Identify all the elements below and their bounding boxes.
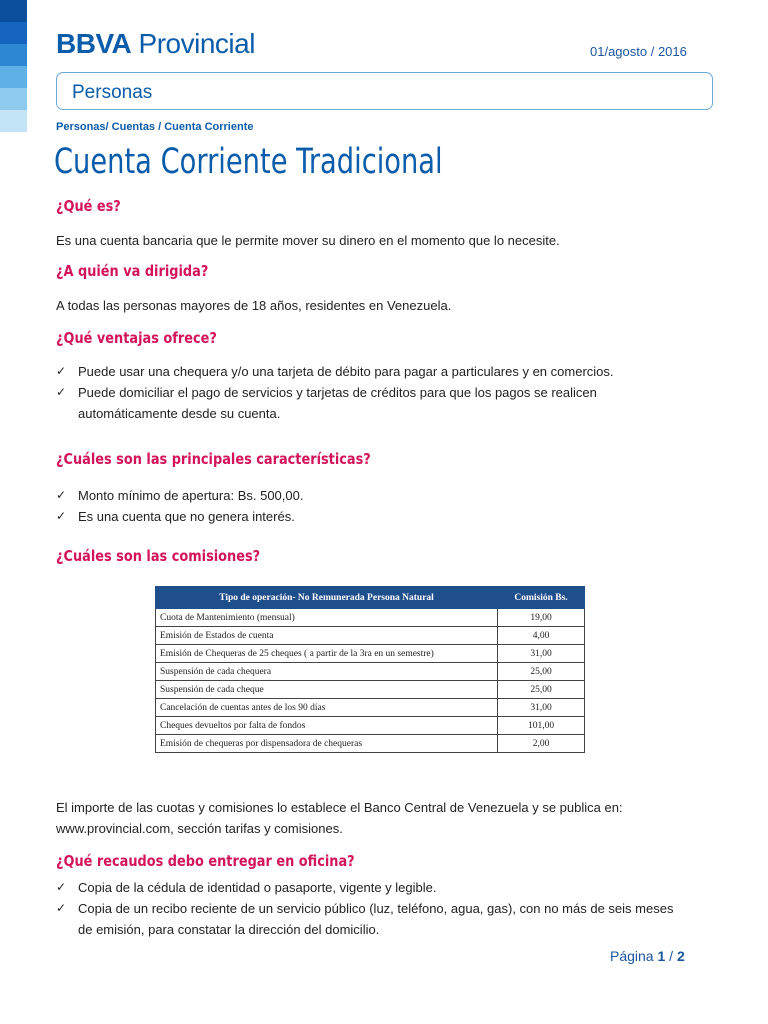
check-icon: ✓ bbox=[56, 385, 67, 399]
table-row: Suspensión de cada cheque 25,00 bbox=[156, 681, 585, 699]
page-title: Cuenta Corriente Tradicional bbox=[54, 142, 443, 182]
breadcrumb-item-cuentas[interactable]: Cuentas bbox=[111, 121, 156, 133]
table-row: Suspensión de cada chequera 25,00 bbox=[156, 663, 585, 681]
list-item: ✓ Puede usar una chequera y/o una tarjeta de débito para pagar a particulares y en comercios. bbox=[56, 361, 636, 382]
list-item: ✓ Puede domiciliar el pago de servicios y tarjetas de créditos para que los pagos se realicen automáticamente desde su cuenta. bbox=[56, 382, 636, 424]
list-ventajas bbox=[56, 361, 636, 424]
text-a-quien: A todas las personas mayores de 18 años, residentes en Venezuela. bbox=[56, 298, 452, 313]
bbva-provincial-logo: BBVA Provincial bbox=[56, 28, 255, 59]
table-row: Cancelación de cuentas antes de los 90 días 31,00 bbox=[156, 699, 585, 717]
list-recaudos bbox=[56, 877, 681, 940]
brand-stripe bbox=[0, 0, 27, 132]
commissions-table bbox=[155, 586, 585, 753]
table-row: Emisión de chequeras por dispensadora de chequeras 2,00 bbox=[156, 735, 585, 753]
table-row: Cheques devueltos por falta de fondos 101,00 bbox=[156, 717, 585, 735]
breadcrumb-item-personas[interactable]: Personas bbox=[56, 121, 106, 133]
table-header-commission: Comisión Bs. bbox=[498, 587, 585, 609]
document-date: 01/agosto / 2016 bbox=[590, 44, 687, 59]
breadcrumb-item-cuenta-corriente[interactable]: Cuenta Corriente bbox=[164, 121, 254, 133]
text-que-es: Es una cuenta bancaria que le permite mover su dinero en el momento que lo necesite. bbox=[56, 233, 560, 248]
list-caracteristicas bbox=[56, 485, 656, 527]
list-item: ✓ Monto mínimo de apertura: Bs. 500,00. bbox=[56, 485, 656, 506]
heading-ventajas: ¿Qué ventajas ofrece? bbox=[56, 329, 217, 347]
heading-que-es: ¿Qué es? bbox=[56, 197, 121, 215]
check-icon: ✓ bbox=[56, 509, 67, 523]
text-comisiones-note-2: www.provincial.com, sección tarifas y comisiones. bbox=[56, 821, 343, 836]
list-item: ✓ Es una cuenta que no genera interés. bbox=[56, 506, 656, 527]
heading-recaudos: ¿Qué recaudos debo entregar en oficina? bbox=[56, 852, 355, 870]
list-item: ✓ Copia de la cédula de identidad o pasaporte, vigente y legible. bbox=[56, 877, 681, 898]
page-number: Página 1 / 2 bbox=[610, 948, 685, 964]
heading-a-quien: ¿A quién va dirigida? bbox=[56, 262, 209, 280]
table-row: Emisión de Estados de cuenta 4,00 bbox=[156, 627, 585, 645]
check-icon: ✓ bbox=[56, 901, 67, 915]
check-icon: ✓ bbox=[56, 488, 67, 502]
check-icon: ✓ bbox=[56, 880, 67, 894]
section-banner bbox=[56, 72, 713, 110]
list-item: ✓ Copia de un recibo reciente de un servicio público (luz, teléfono, agua, gas), con no más de seis meses de emisión, para constatar la dirección del domicilio. bbox=[56, 898, 681, 940]
breadcrumb: Personas/ Cuentas / Cuenta Corriente bbox=[56, 121, 254, 133]
table-header-operation: Tipo de operación- No Remunerada Persona Natural bbox=[156, 587, 498, 609]
table-row: Emisión de Chequeras de 25 cheques ( a partir de la 3ra en un semestre) 31,00 bbox=[156, 645, 585, 663]
section-label: Personas bbox=[72, 82, 153, 103]
check-icon: ✓ bbox=[56, 364, 67, 378]
table-row: Cuota de Mantenimiento (mensual) 19,00 bbox=[156, 609, 585, 627]
heading-caracteristicas: ¿Cuáles son las principales características? bbox=[56, 450, 371, 468]
heading-comisiones: ¿Cuáles son las comisiones? bbox=[56, 547, 261, 565]
text-comisiones-note-1: El importe de las cuotas y comisiones lo establece el Banco Central de Venezuela y se publica en: bbox=[56, 800, 623, 815]
